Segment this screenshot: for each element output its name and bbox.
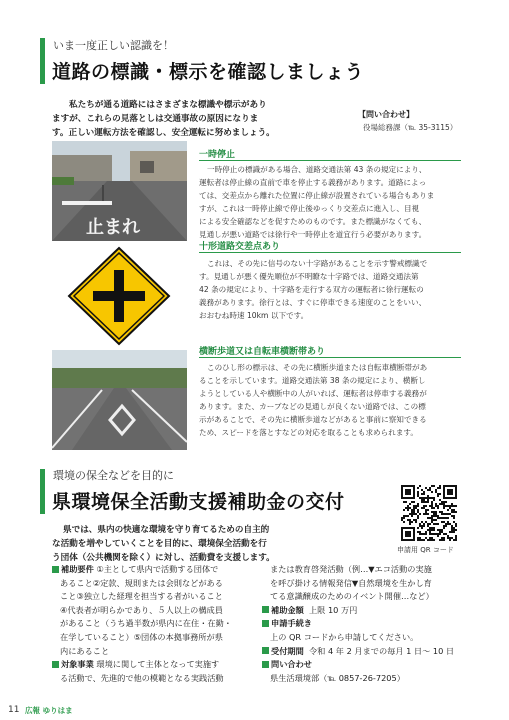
section-body-crossroad (199, 257, 461, 322)
detail-line: ④代表者が明らかであり、５人以上の構成員 (60, 604, 223, 615)
section-divider (199, 357, 461, 358)
stop-line-photo (52, 141, 187, 241)
details-left-column (52, 563, 257, 685)
body-line: このひし形の標示は、その先に横断歩道または自転車横断帯があ (207, 363, 428, 372)
publication-logo: 広報 ゆりはま (25, 706, 73, 715)
article1-lead (52, 98, 352, 140)
detail-line: てる意識醸成のためのイベント開催…など） (270, 591, 434, 602)
qr-code-image (401, 485, 457, 541)
qr-code[interactable] (401, 485, 457, 541)
body-line: あります。また、カーブなどの見通しが良くない道路では、この標 (199, 402, 426, 411)
detail-line: を呼び掛ける情報発信▼自然環境を生かし育 (270, 577, 432, 588)
detail-line (262, 617, 467, 631)
article1-headline: 道路の標識・標示を確認しましょう (52, 61, 365, 83)
detail-line: 内にあること (60, 645, 110, 656)
body-line: これは、その先に信号のない十字路があることを示す警戒標識で (207, 259, 428, 268)
article1-contact-label: 【問い合わせ】 (358, 110, 414, 119)
body-line: 一時停止の標識がある場合、道路交通法第 43 条の規定により、 (207, 165, 427, 174)
article1-kicker: いま一度正しい認識を！ (53, 39, 174, 52)
qr-caption: 申請用 QR コード (397, 546, 454, 554)
body-line: 示があることで、その先に横断歩道などがあると事前に察知できる (199, 415, 427, 424)
details-right-column (262, 563, 467, 685)
detail-line (52, 658, 257, 672)
body-line: ため、スピードを落とすなどの対応を取ることも求められます。 (199, 428, 418, 437)
detail-line: 在学していること）⑤団体の本拠事務所が県 (60, 631, 223, 642)
detail-text: 環境に関して主体となって実施す (96, 659, 220, 670)
detail-line (262, 658, 467, 672)
article1-accent-bar (40, 38, 45, 84)
body-line: ては、交差点から離れた位置に停止線が設置されている場合もありま (199, 191, 435, 200)
detail-line: こと③独立した経理を担当する者がいること (60, 591, 223, 602)
crosswalk-diamond-photo (52, 350, 187, 450)
body-line: による安全確認などを促すためのものです。また標識がなくても、 (199, 217, 427, 226)
article2-kicker: 環境の保全などを目的に (53, 469, 174, 482)
article2-headline: 県環境保全活動支援補助金の交付 (52, 491, 345, 513)
lead-line: な活動を増やしていくことを目的に、環境保全活動を行 (52, 539, 267, 549)
section-title-stop: 一時停止 (199, 150, 236, 160)
detail-line (262, 604, 467, 618)
detail-label: 対象事業 (61, 659, 94, 670)
lead-line: す。正しい運転方法を確認し、安全運転に努めましょう。 (52, 128, 275, 138)
bullet-square-icon (262, 647, 269, 654)
lead-line: ますが、これらの見落としは交通事故の原因になりま (52, 114, 259, 124)
detail-text: 令和 4 年 2 月までの毎月 1 日～ 10 日 (308, 645, 455, 656)
body-line: 義務があります。徐行とは、すぐに停車できる速度のことをいい、 (199, 298, 427, 307)
detail-line: または教育啓発活動（例…▼エコ活動の実施 (270, 564, 432, 574)
crossroad-sign-image (52, 246, 187, 346)
section-title-crosswalk: 横断歩道又は自転車横断帯あり (199, 347, 326, 357)
body-line: 見通しが悪い道路では徐行や一時停止を道宜行う必要があります。 (199, 230, 427, 239)
detail-label: 申請手続き (271, 618, 312, 629)
page-number: 11 (8, 705, 20, 715)
article2-lead (52, 523, 382, 565)
article1-contact-value: 役場総務課（℡ 35-3115） (363, 123, 458, 132)
detail-line: 県生活環境部（℡ 0857-26-7205） (270, 672, 405, 683)
detail-text: ①主として県内で活動する団体で (96, 564, 219, 574)
bullet-square-icon (52, 566, 59, 573)
road-marking-text: 止まれ (86, 217, 140, 238)
detail-label: 問い合わせ (271, 659, 312, 670)
detail-label: 受付期間 (271, 645, 304, 656)
bullet-square-icon (52, 661, 59, 668)
detail-line: があること（うち過半数が県内に在住・在勤・ (60, 618, 232, 629)
section-divider (199, 160, 461, 161)
detail-line (52, 563, 257, 577)
detail-line: あること②定款、規則または会則などがある (60, 577, 223, 588)
bullet-square-icon (262, 661, 269, 668)
detail-label: 補助要件 (61, 564, 94, 574)
body-line: ることを示しています。道路交通法第 38 条の規定により、横断し (199, 376, 426, 385)
detail-label: 補助金額 (271, 604, 304, 615)
section-title-crossroad: 十形道路交差点あり (199, 242, 281, 252)
detail-line: 上の QR コードから申請してください。 (270, 631, 419, 642)
bullet-square-icon (262, 606, 269, 613)
lead-line: 私たちが通る道路にはさまざまな標識や標示があり (69, 100, 267, 110)
body-line: 運転者は停止線の直前で車を停止する義務があります。道路によっ (199, 178, 427, 187)
lead-line: 県では、県内の快適な環境を守り育てるための自主的 (63, 525, 270, 535)
article2-accent-bar (40, 469, 45, 514)
lead-line: う団体（公共機関を除く）に対し、活動費を支援します。 (52, 553, 275, 563)
detail-text: 上限 10 万円 (308, 604, 358, 615)
detail-line (262, 645, 467, 659)
section-body-crosswalk (199, 361, 461, 439)
detail-line: る活動で、先進的で他の模範となる実践活動 (60, 672, 224, 683)
body-line: おおむね時速 10km 以下です。 (199, 311, 309, 320)
body-line: す。見通しが悪く優先順位が不明瞭な十字路では、道路交通法第 (199, 272, 419, 281)
section-body-stop (199, 163, 461, 241)
body-line: 42 条の規定により、十字路を走行する双方の運転者に徐行運転の (199, 285, 424, 294)
body-line: ようとしている人や横断中の人がいれば、運転者は停車する義務が (199, 389, 427, 398)
section-divider (199, 252, 461, 253)
bullet-square-icon (262, 620, 269, 627)
body-line: すが、これは一時停止線で停止後ゆっくり交差点に進入し、目視 (199, 204, 420, 213)
